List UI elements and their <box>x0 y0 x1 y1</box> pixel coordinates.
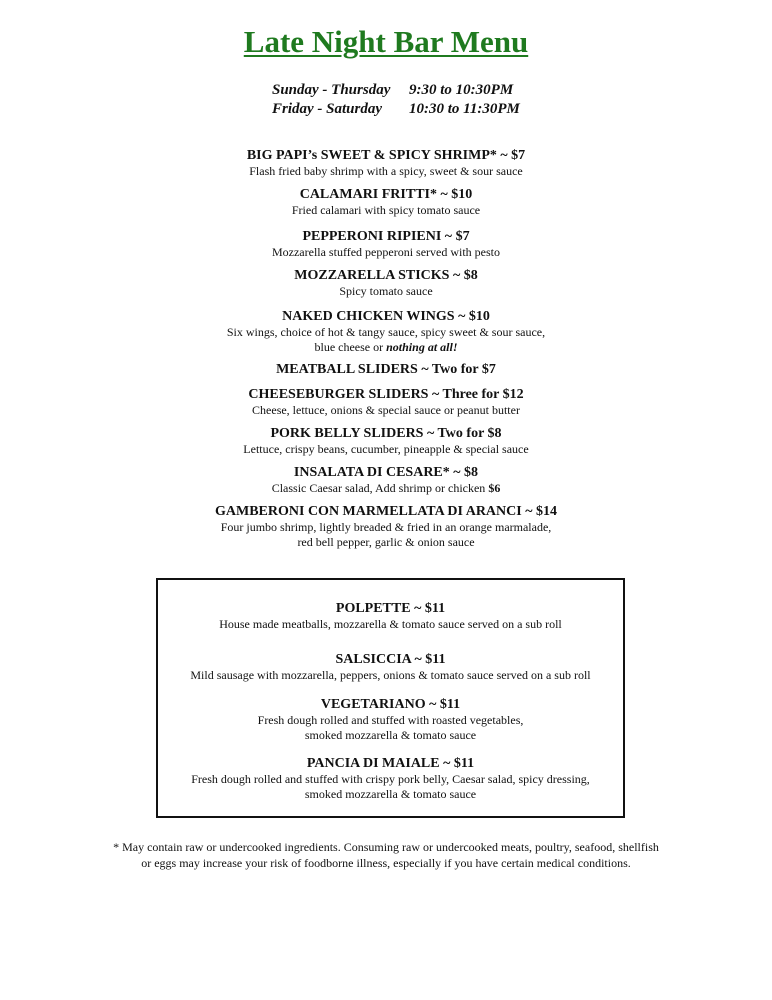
item-title: PANCIA DI MAIALE ~ $11 <box>306 756 475 771</box>
item-description-prefix: blue cheese or <box>314 340 387 354</box>
item-description: Spicy tomato sauce <box>339 284 433 298</box>
hours-row <box>272 81 520 100</box>
page-title: Late Night Bar Menu <box>243 24 529 59</box>
item-title: PEPPERONI RIPIENI ~ $7 <box>302 229 470 244</box>
item-title: GAMBERONI CON MARMELLATA DI ARANCI ~ $14 <box>215 504 557 519</box>
item-description: Fresh dough rolled and stuffed with crispy pork belly, Caesar salad, spicy dressing, <box>191 772 590 786</box>
menu-item <box>0 308 772 355</box>
menu-item <box>0 267 772 299</box>
footnote <box>0 839 772 871</box>
item-description: Fresh dough rolled and stuffed with roasted vegetables, <box>257 713 524 727</box>
menu-item <box>0 228 772 260</box>
menu-item <box>0 186 772 218</box>
item-title: CALAMARI FRITTI* ~ $10 <box>299 187 473 202</box>
menu-item <box>0 503 772 550</box>
menu-item <box>158 651 623 683</box>
item-description-emphasis: nothing at all! <box>386 340 458 354</box>
item-description: Cheese, lettuce, onions & special sauce or peanut butter <box>252 403 520 417</box>
item-description: Lettuce, crispy beans, cucumber, pineapple & special sauce <box>243 442 529 456</box>
hours-days: Friday - Saturday <box>272 101 383 117</box>
item-description: Mozzarella stuffed pepperoni served with pesto <box>271 245 501 259</box>
item-title: POLPETTE ~ $11 <box>335 601 446 616</box>
menu-item <box>0 147 772 179</box>
item-description-line <box>0 481 772 496</box>
hours-time: 10:30 to 11:30PM <box>409 101 520 117</box>
menu-item <box>158 600 623 632</box>
item-title: MOZZARELLA STICKS ~ $8 <box>294 268 478 283</box>
item-description: smoked mozzarella & tomato sauce <box>304 787 477 801</box>
menu-item <box>0 386 772 418</box>
item-title: MEATBALL SLIDERS ~ Two for $7 <box>276 362 496 377</box>
item-title: CHEESEBURGER SLIDERS ~ Three for $12 <box>248 387 524 402</box>
item-title: VEGETARIANO ~ $11 <box>320 697 461 712</box>
hours-block <box>272 81 520 119</box>
item-title: SALSICCIA ~ $11 <box>335 652 446 667</box>
menu-item <box>0 361 772 378</box>
menu-item <box>158 755 623 802</box>
item-title: INSALATA DI CESARE* ~ $8 <box>293 465 479 480</box>
hours-row <box>272 100 520 119</box>
item-title: BIG PAPI’s SWEET & SPICY SHRIMP* ~ $7 <box>246 148 526 163</box>
item-description: red bell pepper, garlic & onion sauce <box>297 535 475 549</box>
menu-item <box>0 464 772 496</box>
item-description: smoked mozzarella & tomato sauce <box>304 728 477 742</box>
item-description: Mild sausage with mozzarella, peppers, onions & tomato sauce served on a sub roll <box>190 668 591 682</box>
boxed-section <box>156 578 625 818</box>
hours-time: 9:30 to 10:30PM <box>409 82 514 98</box>
item-title: NAKED CHICKEN WINGS ~ $10 <box>282 309 490 324</box>
item-description-line <box>0 340 772 355</box>
item-description: Fried calamari with spicy tomato sauce <box>291 203 481 217</box>
item-description-emphasis: $6 <box>488 481 501 495</box>
item-description: Four jumbo shrimp, lightly breaded & fried in an orange marmalade, <box>220 520 552 534</box>
item-description: House made meatballs, mozzarella & tomato sauce served on a sub roll <box>219 617 562 631</box>
item-title: PORK BELLY SLIDERS ~ Two for $8 <box>270 426 502 441</box>
footnote-line: or eggs may increase your risk of foodborne illness, especially if you have certain medical conditions. <box>141 856 631 870</box>
menu-item <box>158 696 623 743</box>
hours-days: Sunday - Thursday <box>272 82 391 98</box>
item-description: Six wings, choice of hot & tangy sauce, spicy sweet & sour sauce, <box>226 325 546 339</box>
item-description-prefix: Classic Caesar salad, Add shrimp or chicken <box>271 481 489 495</box>
menu-item <box>0 425 772 457</box>
item-description: Flash fried baby shrimp with a spicy, sweet & sour sauce <box>249 164 523 178</box>
footnote-line: * May contain raw or undercooked ingredients. Consuming raw or undercooked meats, poultry, seafood, shellfish <box>113 840 659 854</box>
